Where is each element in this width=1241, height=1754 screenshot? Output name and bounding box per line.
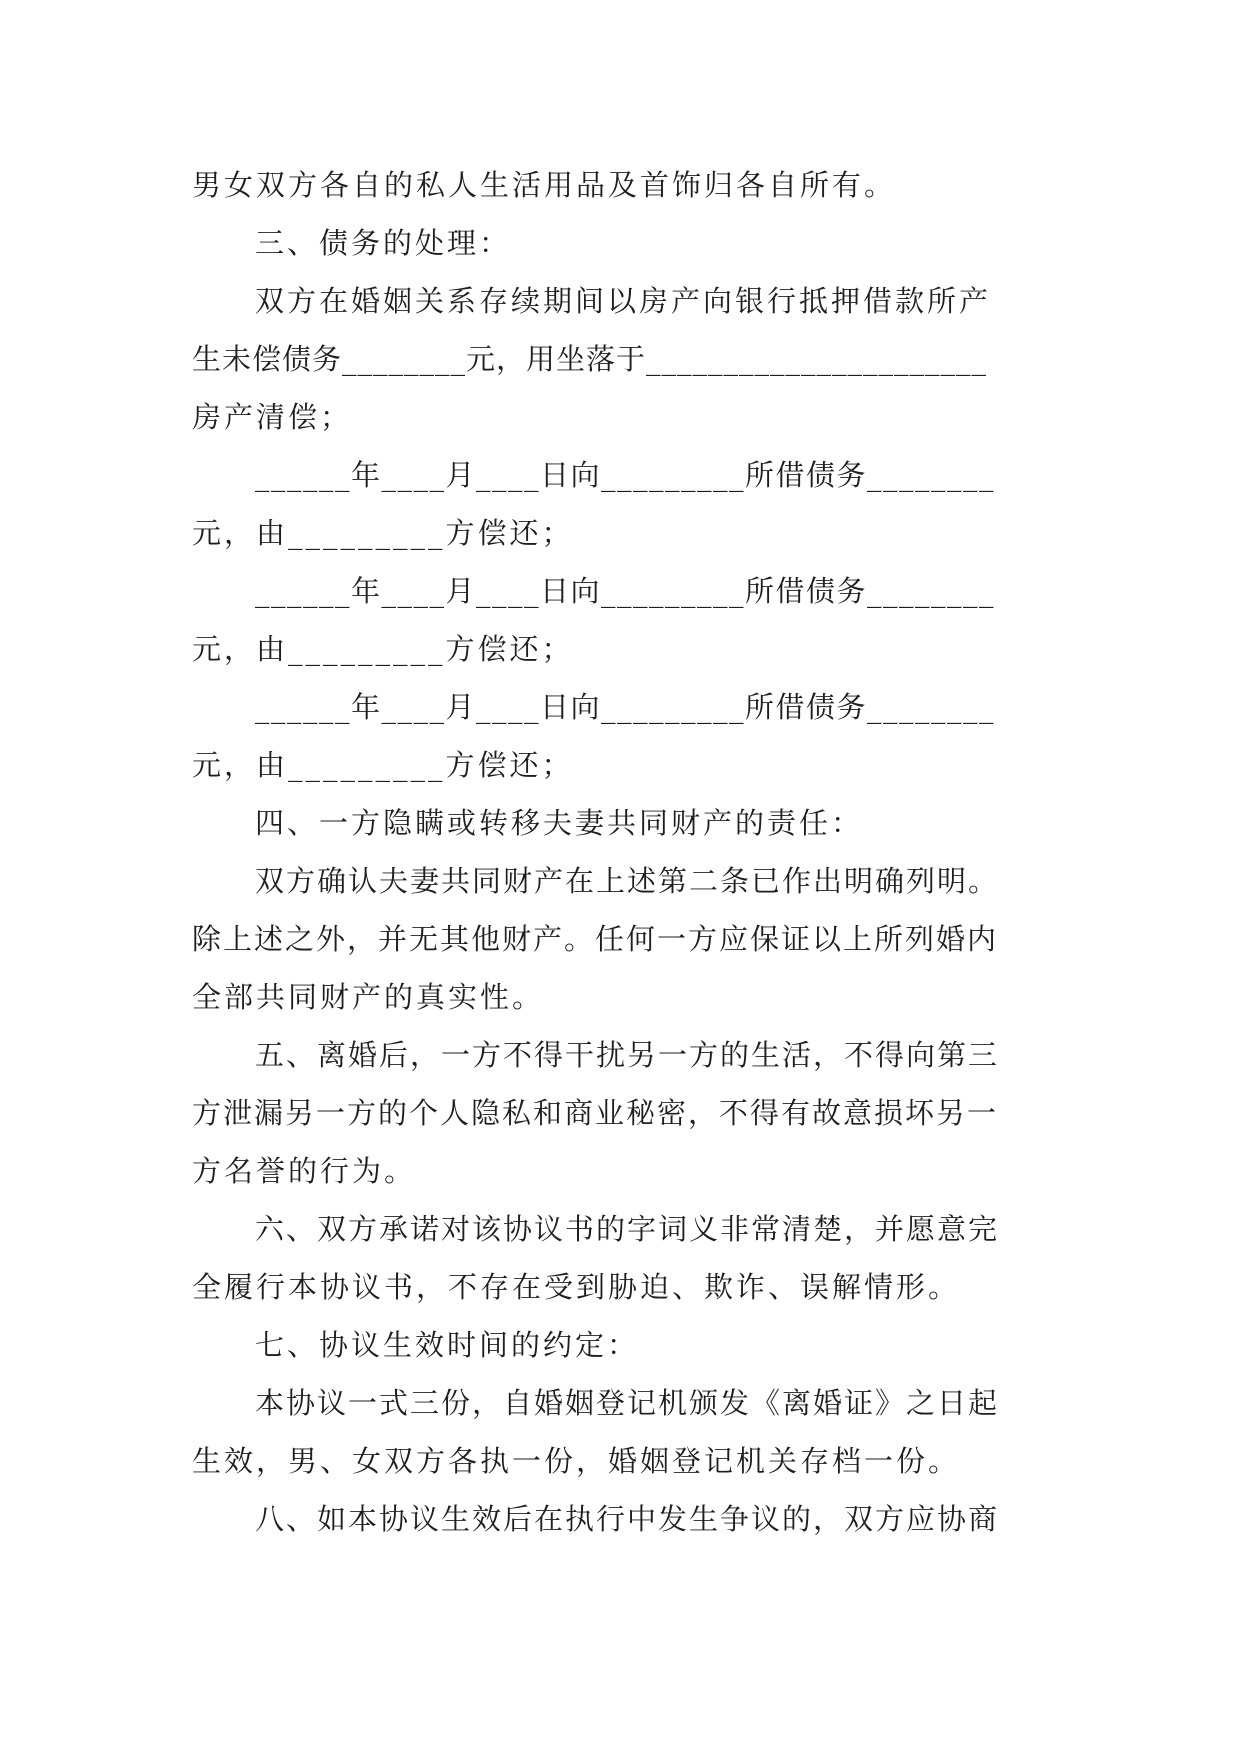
section-heading-after-divorce: 五、离婚后，一方不得干扰另一方的生活，不得向第三 xyxy=(255,1038,1000,1072)
debt-entry-line: 元，由_________方偿还； xyxy=(192,516,574,550)
text-line: 双方确认夫妻共同财产在上述第二条已作出明确列明。 xyxy=(255,864,1000,898)
section-heading-concealment: 四、一方隐瞒或转移夫妻共同财产的责任： xyxy=(255,806,864,840)
debt-entry-line: ______年____月____日向_________所借债务________ xyxy=(255,458,996,492)
debt-entry-line: 元，由_________方偿还； xyxy=(192,632,574,666)
section-heading-commitment: 六、双方承诺对该协议书的字词义非常清楚，并愿意完 xyxy=(255,1212,1000,1246)
text-line: 除上述之外，并无其他财产。任何一方应保证以上所列婚内 xyxy=(192,922,999,956)
text-line: 本协议一式三份，自婚姻登记机颁发《离婚证》之日起 xyxy=(255,1386,1000,1420)
debt-entry-line: ______年____月____日向_________所借债务________ xyxy=(255,690,996,724)
section-heading-debts: 三、债务的处理： xyxy=(255,226,512,260)
text-line: 全履行本协议书，不存在受到胁迫、欺诈、误解情形。 xyxy=(192,1270,961,1304)
text-line: 方泄漏另一方的个人隐私和商业秘密，不得有故意损坏另一 xyxy=(192,1096,999,1130)
debt-entry-line: ______年____月____日向_________所借债务________ xyxy=(255,574,996,608)
text-line: 生未偿债务________元，用坐落于______________________ xyxy=(192,342,988,376)
text-line: 房产清偿； xyxy=(192,400,353,434)
text-line: 全部共同财产的真实性。 xyxy=(192,980,545,1014)
text-line: 生效，男、女双方各执一份，婚姻登记机关存档一份。 xyxy=(192,1444,961,1478)
text-line: 方名誉的行为。 xyxy=(192,1154,417,1188)
text-line: 双方在婚姻关系存续期间以房产向银行抵押借款所产 xyxy=(255,284,992,318)
section-heading-disputes: 八、如本协议生效后在执行中发生争议的，双方应协商 xyxy=(255,1502,1000,1536)
section-heading-effective-time: 七、协议生效时间的约定： xyxy=(255,1328,640,1362)
text-line: 男女双方各自的私人生活用品及首饰归各自所有。 xyxy=(192,168,897,202)
debt-entry-line: 元，由_________方偿还； xyxy=(192,748,574,782)
